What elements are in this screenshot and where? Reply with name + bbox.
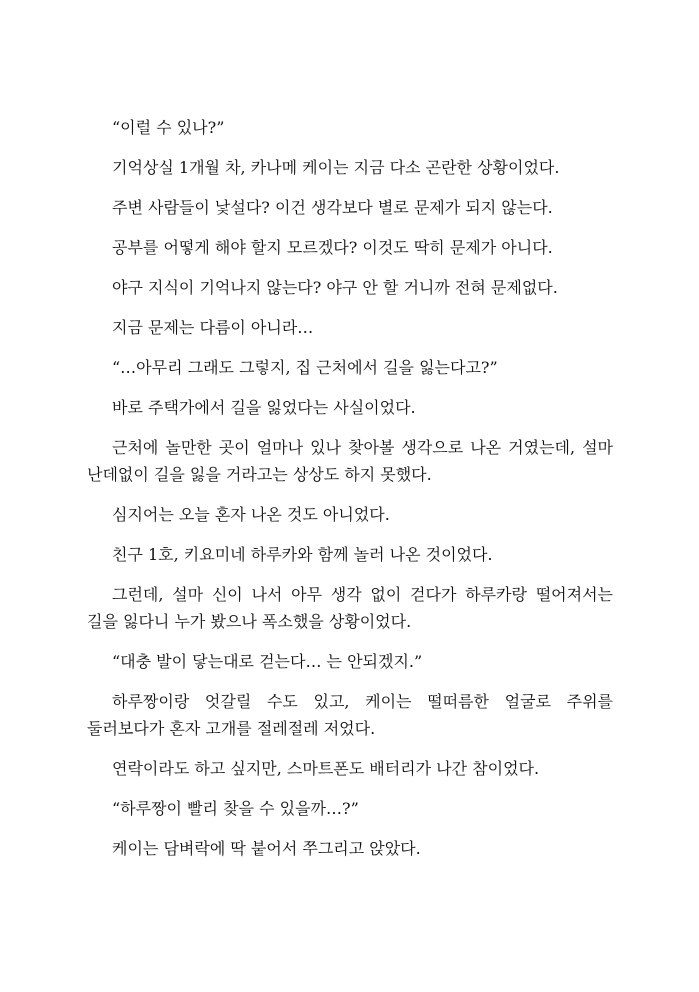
body-text bbox=[87, 114, 613, 875]
paragraph: “하루짱이 빨리 찾을 수 있을까…?” bbox=[112, 799, 359, 818]
paragraph: 연락이라도 하고 싶지만, 스마트폰도 배터리가 나간 참이었다. bbox=[112, 759, 540, 778]
paragraph: 케이는 담벼락에 딱 붙어서 쭈그리고 앉았다. bbox=[112, 839, 421, 858]
paragraph: 공부를 어떻게 해야 할지 모르겠다? 이것도 딱히 문제가 아니다. bbox=[112, 238, 553, 257]
paragraph: 심지어는 오늘 혼자 나온 것도 아니었다. bbox=[112, 505, 390, 524]
paragraph: 야구 지식이 기억나지 않는다? 야구 안 할 거니까 전혀 문제없다. bbox=[112, 278, 558, 297]
paragraph: 기억상실 1개월 차, 카나메 케이는 지금 다소 곤란한 상황이었다. bbox=[112, 158, 560, 177]
paragraph: 그런데, 설마 신이 나서 아무 생각 없이 걷다가 하루카랑 떨어져서는 길을 잃다니 누가 봤으나 폭소했을 상황이었다. bbox=[87, 585, 613, 631]
paragraph: 근처에 놀만한 곳이 얼마나 있나 찾아볼 생각으로 나온 거였는데, 설마 난데없이 길을 잃을 거라고는 상상도 하지 못했다. bbox=[87, 438, 613, 484]
paragraph: 바로 주택가에서 길을 잃었다는 사실이었다. bbox=[112, 398, 416, 417]
paragraph: 지금 문제는 다름이 아니라… bbox=[112, 318, 314, 337]
paragraph: “대충 발이 닿는대로 걷는다… 는 안되겠지.” bbox=[112, 652, 423, 671]
paragraph: 친구 1호, 키요미네 하루카와 함께 놀러 나온 것이었다. bbox=[112, 545, 493, 564]
paragraph: “이럴 수 있나?” bbox=[112, 118, 225, 137]
paragraph: “…아무리 그래도 그렇지, 집 근처에서 길을 잃는다고?” bbox=[112, 358, 498, 377]
paragraph: 주변 사람들이 낯설다? 이건 생각보다 별로 문제가 되지 않는다. bbox=[112, 198, 553, 217]
paragraph: 하루짱이랑 엇갈릴 수도 있고, 케이는 떨떠름한 얼굴로 주위를 둘러보다가 혼자 고개를 절레절레 저었다. bbox=[87, 692, 613, 738]
